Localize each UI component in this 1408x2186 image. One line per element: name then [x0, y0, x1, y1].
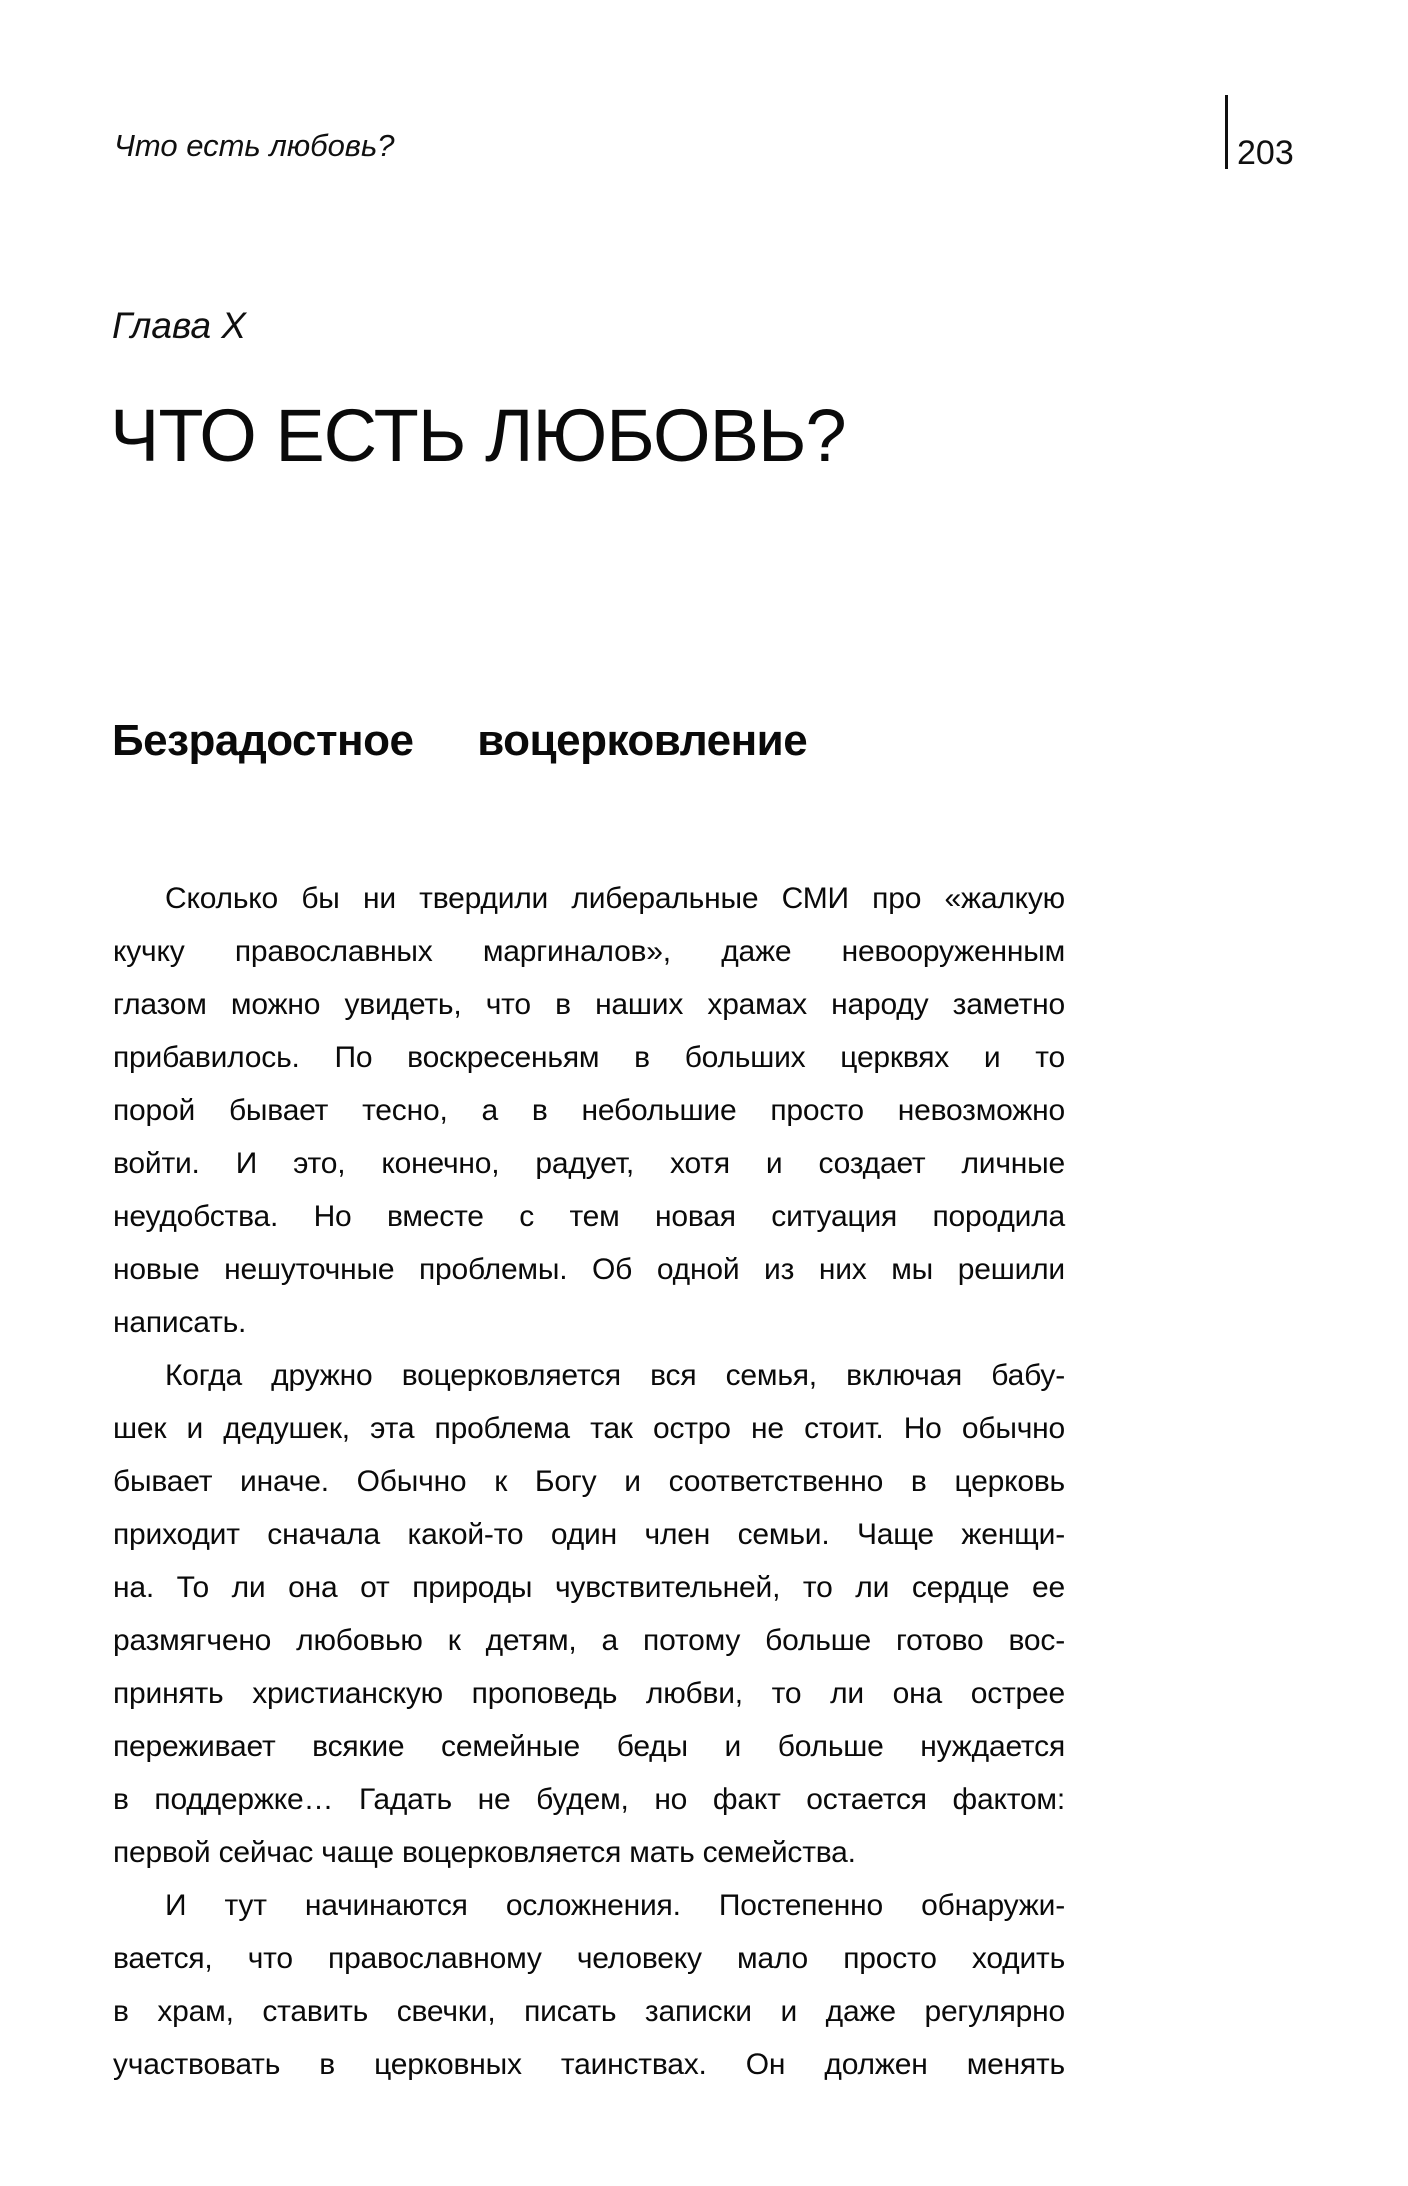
paragraph-line: неудобства. Но вместе с тем новая ситуация породила — [113, 1200, 1065, 1233]
paragraph-line: в поддержке… Гадать не будем, но факт остается фактом: — [113, 1783, 1065, 1816]
chapter-title: ЧТО ЕСТЬ ЛЮБОВЬ? — [110, 394, 846, 477]
paragraph-line: размягчено любовью к детям, а потому больше готово вос- — [113, 1624, 1065, 1657]
running-header: Что есть любовь? — [114, 128, 395, 163]
paragraph-line: шек и дедушек, эта проблема так остро не стоит. Но обычно — [113, 1412, 1065, 1445]
paragraph-line: переживает всякие семейные беды и больше нуждается — [113, 1730, 1065, 1763]
page-number: 203 — [1237, 134, 1294, 172]
paragraph-line: написать. — [113, 1306, 247, 1339]
paragraph-line: первой сейчас чаще воцерковляется мать семейства. — [113, 1836, 856, 1869]
paragraph-line: в храм, ставить свечки, писать записки и даже регулярно — [113, 1995, 1065, 2028]
paragraph-line: Когда дружно воцерковляется вся семья, включая бабу- — [165, 1359, 1065, 1392]
paragraph-line: Сколько бы ни твердили либеральные СМИ про «жалкую — [165, 882, 1065, 915]
paragraph-line: глазом можно увидеть, что в наших храмах народу заметно — [113, 988, 1065, 1021]
paragraph-line: приходит сначала какой-то один член семьи. Чаще женщи- — [113, 1518, 1065, 1551]
paragraph-line: войти. И это, конечно, радует, хотя и создает личные — [113, 1147, 1065, 1180]
page-number-rule — [1225, 95, 1228, 169]
paragraph-line: новые нешуточные проблемы. Об одной из них мы решили — [113, 1253, 1065, 1286]
paragraph-line: порой бывает тесно, а в небольшие просто невозможно — [113, 1094, 1065, 1127]
paragraph-line: на. То ли она от природы чувствительней, то ли сердце ее — [113, 1571, 1065, 1604]
paragraph-line: участвовать в церковных таинствах. Он должен менять — [113, 2048, 1065, 2081]
paragraph-line: принять христианскую проповедь любви, то ли она острее — [113, 1677, 1065, 1710]
paragraph-line: прибавилось. По воскресеньям в больших церквях и то — [113, 1041, 1065, 1074]
chapter-label: Глава X — [112, 305, 246, 346]
paragraph-line: бывает иначе. Обычно к Богу и соответственно в церковь — [113, 1465, 1065, 1498]
body-text — [113, 872, 1065, 2091]
paragraph-line: вается, что православному человеку мало просто ходить — [113, 1942, 1065, 1975]
paragraph-line: И тут начинаются осложнения. Постепенно обнаружи- — [165, 1889, 1065, 1922]
section-heading: Безрадостное воцерковление — [112, 716, 808, 765]
paragraph-line: кучку православных маргиналов», даже невооруженным — [113, 935, 1065, 968]
